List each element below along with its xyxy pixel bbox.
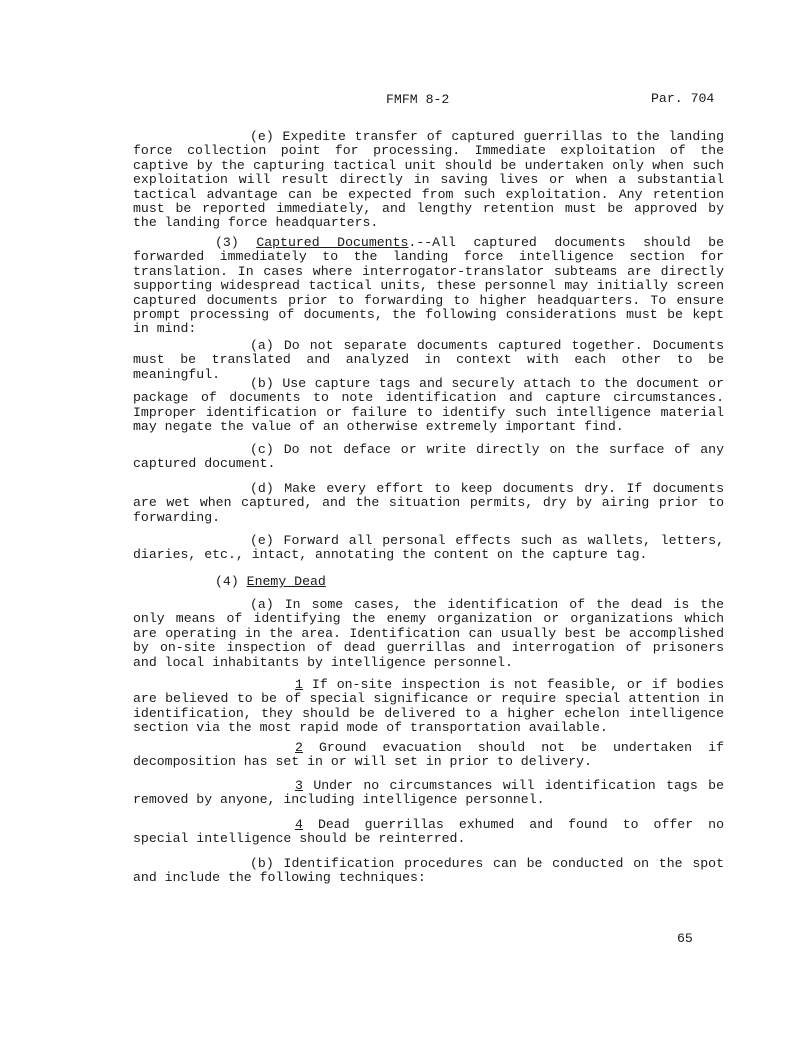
item-number: (a) xyxy=(250,597,274,612)
item-number: (d) xyxy=(250,481,274,496)
section-heading: Captured Documents xyxy=(256,235,409,250)
paragraph-text: Ground evacuation should not be undertaken if decomposition has set in or will set in prior to delivery. xyxy=(133,740,724,770)
item-number: (4) xyxy=(215,574,239,589)
item-number: (b) xyxy=(250,856,274,871)
paragraph-text: Do not deface or write directly on the surface of any captured document. xyxy=(133,442,724,472)
paragraph-exhumed-guerrillas xyxy=(133,818,724,847)
paragraph-identification-procedures xyxy=(133,857,724,886)
page-number: 65 xyxy=(677,931,693,946)
item-number: (e) xyxy=(250,129,274,144)
paragraph-text: .--All captured documents should be forwarded immediately to the landing force intelligence section for translation. In cases where interrogator-translator subteams are directly supporting widespread tactical units, these personnel may initially screen captured documents prior to forwarding to higher headquarters. To ensure prompt processing of documents, the following considerations must be kept in mind: xyxy=(133,235,724,337)
item-number: 2 xyxy=(295,740,303,755)
paragraph-text: Forward all personal effects such as wallets, letters, diaries, etc., intact, annotating the content on the capture tag. xyxy=(133,533,724,563)
paragraph-text: In some cases, the identification of the dead is the only means of identifying the enemy organization or organizations which are operating in the area. Identification can usually best be accomplished by on-site inspection of dead guerrillas and interrogation of prisoners and local inhabitants by intelligence personnel. xyxy=(133,597,724,670)
section-heading: Enemy Dead xyxy=(246,574,326,589)
header-publication-title: FMFM 8-2 xyxy=(386,92,450,107)
paragraph-text: Do not separate documents captured together. Documents must be translated and analyzed in context with each other to be meaningful. xyxy=(133,338,724,382)
paragraph-text: Under no circumstances will identification tags be removed by anyone, including intelligence personnel. xyxy=(133,778,724,808)
paragraph-text: If on-site inspection is not feasible, or if bodies are believed to be of special significance or require special attention in identification, they should be delivered to a higher echelon intelligence section via the most rapid mode of transportation available. xyxy=(133,677,724,736)
item-number: (3) xyxy=(215,235,239,250)
paragraph-capture-tags xyxy=(133,377,724,435)
paragraph-text: Expedite transfer of captured guerrillas to the landing force collection point for processing. Immediate exploitation of the captive by the capturing tactical unit should be undertaken only when such exploitation will result directly in saving lives or when a substantial tactical advantage can be expected from such exploitation. Any retention must be reported immediately, and lengthy retention must be approved by the landing force headquarters. xyxy=(133,129,724,231)
item-number: (e) xyxy=(250,533,274,548)
item-number: 3 xyxy=(295,778,303,793)
paragraph-text: Identification procedures can be conducted on the spot and include the following techniques: xyxy=(133,856,724,886)
paragraph-do-not-deface xyxy=(133,443,724,472)
item-number: (b) xyxy=(250,376,274,391)
item-number: (a) xyxy=(250,338,274,353)
paragraph-identification-tags xyxy=(133,779,724,808)
paragraph-ground-evacuation xyxy=(133,741,724,770)
paragraph-text: Use capture tags and securely attach to the document or package of documents to note identification and capture circumstances. Improper identification or failure to identify such intelligence material may negate the value of an otherwise extremely important find. xyxy=(133,376,724,435)
item-number: (c) xyxy=(250,442,274,457)
paragraph-expedite-transfer xyxy=(133,130,724,231)
item-number: 4 xyxy=(295,817,303,832)
item-number: 1 xyxy=(295,677,303,692)
paragraph-keep-dry xyxy=(133,482,724,525)
paragraph-text: Make every effort to keep documents dry. If documents are wet when captured, and the situation permits, dry by airing prior to forwarding. xyxy=(133,481,724,525)
header-paragraph-ref: Par. 704 xyxy=(651,91,715,106)
paragraph-identification-dead xyxy=(133,598,724,670)
paragraph-enemy-dead-heading xyxy=(133,575,724,589)
paragraph-on-site-inspection xyxy=(133,678,724,736)
paragraph-personal-effects xyxy=(133,534,724,563)
paragraph-text: Dead guerrillas exhumed and found to offer no special intelligence should be reinterred. xyxy=(133,817,724,847)
paragraph-captured-documents xyxy=(133,236,724,337)
